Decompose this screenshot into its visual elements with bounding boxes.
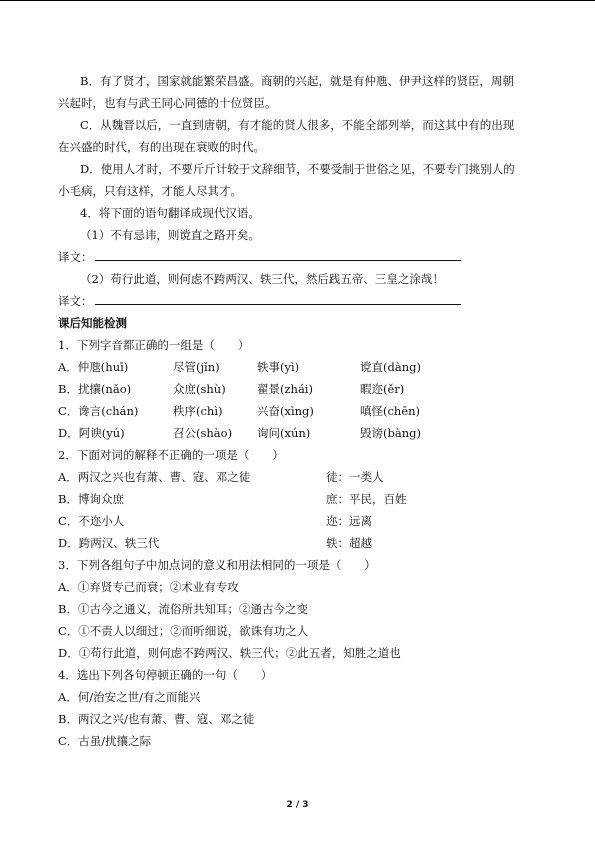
q1-b-item2: 众庶(shù): [173, 382, 226, 396]
q1-a-item3: 轶事(yì): [257, 360, 300, 374]
q4-option-b: B．两汉之兴/也有萧、曹、寇、邓之徒: [58, 712, 255, 726]
q2-stem: 2．下面对词的解释不正确的一项是（ ）: [58, 448, 284, 462]
q2-a-definition: 徒：一类人: [326, 470, 384, 484]
option-c-line2: 在兴盛的时代，有的出现在衰败的时代。: [58, 140, 265, 154]
q1-c-item1: C．谗言(chán): [58, 404, 139, 418]
translate-answer-2: [58, 290, 530, 312]
q1-option-a: [58, 356, 530, 378]
q4-option-a: A．何/治安之世/有之而能兴: [58, 690, 201, 704]
q3-option-b: B．①古今之通义，流俗所共知耳；②通古今之变: [58, 602, 308, 616]
q1-option-c: [58, 400, 530, 422]
q2-option-b: [58, 488, 530, 510]
translate-answer-1: [58, 246, 530, 268]
q1-b-item3: 翟景(zhái): [257, 382, 313, 396]
q1-a-item2: 尽管(jǐn): [173, 360, 220, 374]
q2-option-c: [58, 510, 530, 532]
q1-option-b: [58, 378, 530, 400]
q3-stem: 3．下列各组句子中加点词的意义和用法相同的一项是（ ）: [58, 558, 376, 572]
q1-d-item3: 询问(xún): [257, 426, 311, 440]
answer-blank-1[interactable]: [95, 247, 461, 261]
q2-b-definition: 庶：平民，百姓: [326, 492, 407, 506]
document-page: [58, 70, 530, 752]
q2-a-sentence: A．两汉之兴也有萧、曹、寇、邓之徒: [58, 470, 251, 484]
top-rule: [0, 0, 595, 1]
translate-sentence-1: （1）不有忌讳，则谠直之路开矣。: [80, 228, 260, 242]
q1-option-d: [58, 422, 530, 444]
option-b-line2: 兴起时，也有与武王同心同德的十位贤臣。: [58, 96, 277, 110]
q2-d-sentence: D．跨两汉、轶三代: [58, 536, 160, 550]
q3-option-a: A．①弃贤专己而衰；②术业有专攻: [58, 580, 239, 594]
section-title: 课后知能检测: [58, 316, 127, 330]
q1-d-item1: D．阿谀(yú): [58, 426, 125, 440]
q1-c-item4: 嗔怪(chēn): [360, 404, 421, 418]
q2-option-d: [58, 532, 530, 554]
q1-c-item3: 兴奋(xìng): [257, 404, 314, 418]
q4-stem: 4．选出下列各句停顿正确的一句（ ）: [58, 668, 273, 682]
q3-option-d: D．①苟行此道，则何虑不跨两汉、轶三代；②此五者，知胜之道也: [58, 646, 401, 660]
q1-d-item4: 毁谤(bàng): [360, 426, 421, 440]
q2-b-sentence: B．博询众庶: [58, 492, 124, 506]
q3-option-c: C．①不责人以细过；②而听细说，欲诛有功之人: [58, 624, 309, 638]
q1-a-item4: 谠直(dàng): [360, 360, 421, 374]
translate-question-title: 4．将下面的语句翻译成现代汉语。: [80, 206, 260, 220]
q2-option-a: [58, 466, 530, 488]
q1-stem: 1．下列字音都正确的一组是（ ）: [58, 338, 250, 352]
q4-option-c: C．古虽/扰攘之际: [58, 734, 152, 748]
option-c-line1: C．从魏晋以后，一直到唐朝，有才能的贤人很多，不能全部列举，而这其中有的出现: [80, 118, 515, 132]
q1-d-item2: 召公(shào): [173, 426, 233, 440]
q1-b-item4: 暇迩(ěr): [360, 382, 405, 396]
answer-blank-2[interactable]: [95, 291, 461, 305]
q2-c-definition: 迩：远离: [326, 514, 372, 528]
translate-label-1: 译文：: [58, 250, 93, 264]
translate-sentence-2: （2）苟行此道，则何虑不跨两汉、轶三代，然后践五帝、三皇之涂哉！: [80, 272, 444, 286]
option-d-line1: D．使用人才时，不要斤斤计较于文辞细节，不要受制于世俗之见，不要专门挑别人的: [80, 162, 515, 176]
q1-a-item1: A．仲虺(huī): [58, 360, 129, 374]
page-number: 2 / 3: [286, 800, 309, 810]
option-d-line2: 小毛病，只有这样，才能人尽其才。: [58, 184, 242, 198]
q2-c-sentence: C．不迩小人: [58, 514, 125, 528]
q2-d-definition: 轶：超越: [326, 536, 372, 550]
translate-label-2: 译文：: [58, 294, 93, 308]
option-b-line1: B．有了贤才，国家就能繁荣昌盛。商朝的兴起，就是有仲虺、伊尹这样的贤臣，周朝: [80, 74, 514, 88]
q1-c-item2: 秩序(chì): [173, 404, 223, 418]
q1-b-item1: B．扰攘(nǎo): [58, 382, 132, 396]
